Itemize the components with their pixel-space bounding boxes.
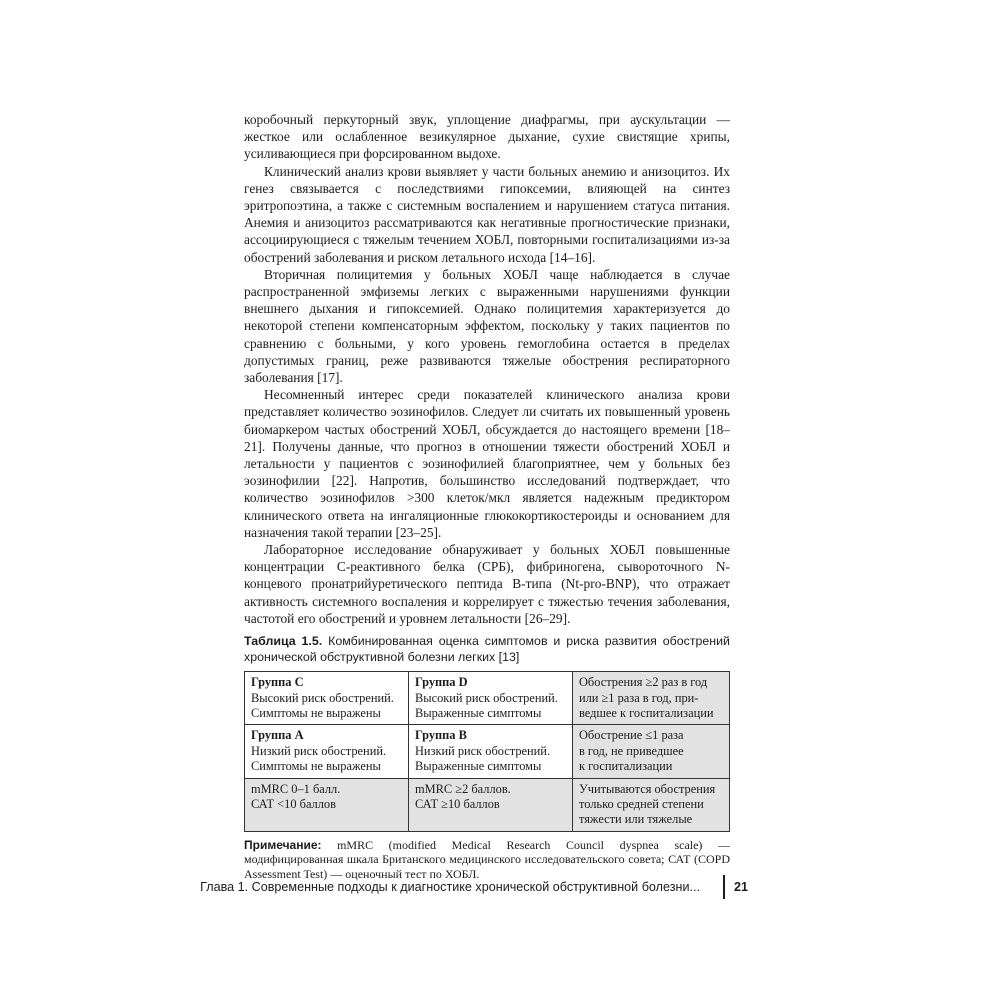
- table-row: [245, 672, 730, 725]
- paragraph-3: Вторичная полицитемия у больных ХОБЛ чаще наблюдается в случае распространенной эмфиземы легких с выраженными нарушениями функции внешнего дыхания и гипоксемией. Однако полицитемия характеризуется до некоторой степени компенсаторным эффектом, поскольку у таких пациентов по сравнению с больными, у кого уровень гемоглобина остается в пределах допустимых границ, реже развиваются тяжелые обострения респираторного заболевания [17].: [244, 266, 730, 386]
- group-label: Группа C: [251, 675, 304, 690]
- cell-line: Выраженные симптомы: [414, 759, 542, 774]
- table-cell-group-d: [408, 672, 572, 725]
- cell-line: Низкий риск обострений.: [414, 743, 551, 758]
- footer-divider: [723, 875, 725, 899]
- cell-line: Симптомы не выражены: [251, 705, 381, 720]
- table-cell-high-risk-criteria: [572, 672, 729, 725]
- note-label: Примечание:: [244, 837, 322, 852]
- table-cell-low-risk-criteria: [572, 725, 729, 778]
- paragraph-2: Клинический анализ крови выявляет у части больных анемию и анизоцитоз. Их генез связывается с последствиями гипоксемии, влияющей на синтез эритропоэтина, а также с системным воспалением и нарушением статуса питания. Анемия и анизоцитоз рассматриваются как негативные прогностические признаки, ассоциирующиеся с тяжелым течением ХОБЛ, повторными госпитализациями из-за обострений заболевания и риском летального исхода [14–16].: [244, 163, 730, 265]
- group-label: Группа В: [414, 728, 467, 743]
- cell-line: Высокий риск обострений.: [414, 690, 558, 705]
- cell-line: САТ <10 баллов: [251, 796, 336, 811]
- table-caption: [244, 633, 730, 665]
- cell-line: только средней степени: [578, 796, 704, 811]
- table-note: [244, 838, 730, 882]
- table-cell-group-a: [245, 725, 409, 778]
- cell-line: mMRC ≥2 баллов.: [414, 781, 511, 796]
- cell-line: Высокий риск обострений.: [251, 690, 394, 705]
- cell-line: Учитываются обострения: [578, 781, 716, 796]
- table-cell-exacerbation-note: [572, 778, 729, 831]
- cell-line: mMRC 0–1 балл.: [251, 781, 341, 796]
- table-caption-text: Комбинированная оценка симптомов и риска развития обострений хронической обструктивной болезни легких [13]: [244, 634, 730, 665]
- table-cell-group-c: [245, 672, 409, 725]
- table-caption-label: Таблица 1.5.: [244, 634, 323, 649]
- paragraph-4: Несомненный интерес среди показателей клинического анализа крови представляет количество эозинофилов. Следует ли считать их повышенный уровень биомаркером частых обострений ХОБЛ, обсуждается до настоящего времени [18–21]. Получены данные, что прогноз в отношении тяжести обострений ХОБЛ и летальности у пациентов с эозинофилией благоприятнее, чем у больных без эозинофилии [22]. Напротив, большинство исследований подтверждает, что количество эозинофилов >300 клеток/мкл является надежным предиктором клинического ответа на ингаляционные глюкокортикостероиды и основанием для назначения такой терапии [23–25].: [244, 387, 730, 540]
- table-cell-mild-symptoms-criteria: [245, 778, 409, 831]
- cell-line: к госпитализации: [578, 759, 673, 774]
- table-row: [245, 725, 730, 778]
- cell-line: ведшее к госпитализации: [578, 705, 714, 720]
- cell-line: Симптомы не выражены: [251, 759, 381, 774]
- cell-line: Обострение ≤1 раза: [578, 728, 684, 743]
- paragraph-1: коробочный перкуторный звук, уплощение диафрагмы, при аускультации — жесткое или ослабленное везикулярное дыхание, сухие свистящие хрипы, усиливающиеся при форсированном выдохе.: [244, 112, 730, 162]
- cell-line: в год, не приведшее: [578, 743, 684, 758]
- group-label: Группа D: [414, 675, 468, 690]
- group-label: Группа А: [251, 728, 304, 743]
- paragraph-5: Лабораторное исследование обнаруживает у больных ХОБЛ повышенные концентрации С-реактивного белка (СРБ), фибриногена, сывороточного N-концевого пронатрийуретического пептида В-типа (Nt-pro-BNP), что отражает активность системного воспаления и коррелирует с тяжестью течения заболевания, частотой его обострений и уровнем летальности [26–29].: [244, 542, 730, 626]
- table-cell-group-b: [408, 725, 572, 778]
- cell-line: тяжести или тяжелые: [578, 812, 693, 827]
- risk-table: [244, 671, 730, 832]
- cell-line: Обострения ≥2 раз в год: [578, 675, 708, 690]
- page-body: [244, 111, 730, 882]
- cell-line: САТ ≥10 баллов: [414, 796, 500, 811]
- cell-line: Низкий риск обострений.: [251, 743, 387, 758]
- running-title: Глава 1. Современные подходы к диагностике хронической обструктивной болезни...: [200, 880, 700, 894]
- cell-line: Выраженные симптомы: [414, 705, 542, 720]
- table-cell-severe-symptoms-criteria: [408, 778, 572, 831]
- cell-line: или ≥1 раза в год, при-: [578, 690, 699, 705]
- page-number: 21: [734, 880, 749, 894]
- table-row: [245, 778, 730, 831]
- note-text: mMRC (modified Medical Research Council dyspnea scale) — модифицированная шкала Британского медицинского исследовательского совета; САТ (COPD Assessment Test) — оценочный тест по ХОБЛ.: [244, 837, 730, 881]
